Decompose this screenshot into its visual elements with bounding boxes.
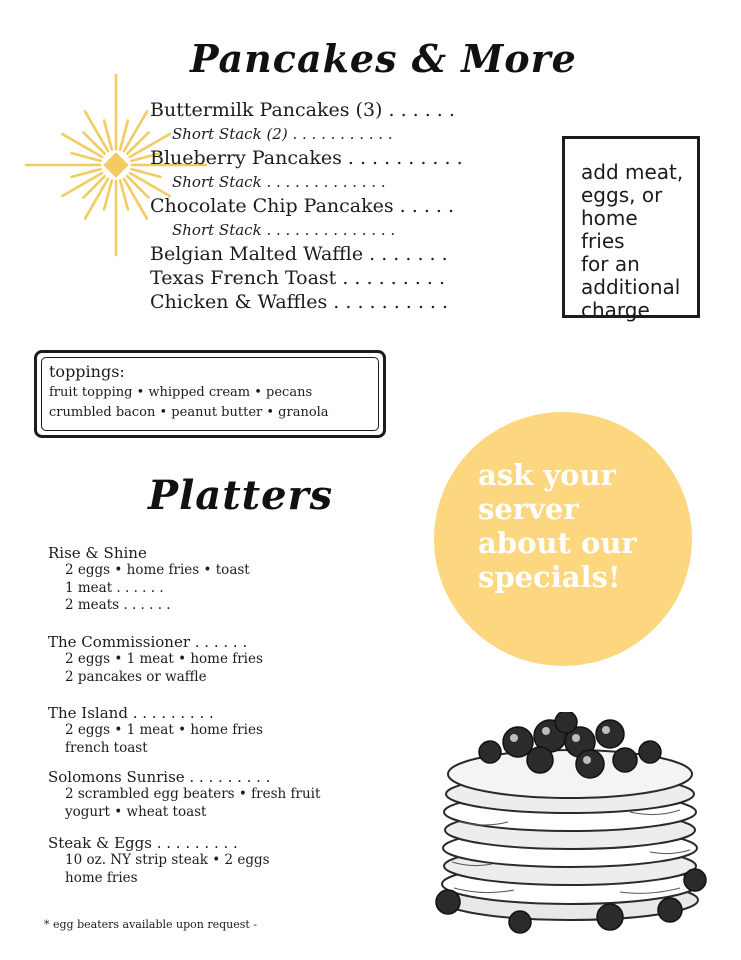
platter-line: 10 oz. NY strip steak • 2 eggs [65, 852, 270, 868]
menu-item: Texas French Toast . . . . . . . . . [150, 267, 446, 289]
addon-line: for an [581, 252, 640, 276]
platters-title: Platters [148, 472, 334, 519]
platter-line: 2 eggs • 1 meat • home fries [65, 722, 263, 738]
platter-line: yogurt • wheat toast [65, 803, 207, 820]
pancake-menu-list [150, 98, 470, 314]
specials-text [478, 458, 678, 594]
footnote: * egg beaters available upon request - [44, 918, 258, 931]
specials-line: about our [478, 526, 637, 560]
specials-line: server [478, 492, 579, 526]
platter-line: 2 pancakes or waffle [65, 668, 207, 685]
specials-line: specials! [478, 560, 621, 594]
addon-line: eggs, or [581, 183, 663, 207]
platter-name: The Commissioner . . . . . . [48, 633, 248, 651]
toppings-box [34, 350, 386, 438]
toppings-line: crumbled bacon • peanut butter • granola [49, 405, 329, 420]
pancake-stack-illustration [430, 712, 720, 942]
platter-commissioner [48, 633, 348, 686]
addon-note-box [562, 136, 700, 322]
platter-name: Rise & Shine [48, 544, 147, 562]
specials-circle [434, 412, 692, 666]
platter-line: 2 scrambled egg beaters • fresh fruit [65, 786, 321, 802]
platter-island [48, 704, 348, 757]
platter-line: home fries [65, 869, 138, 886]
addon-line: add meat, [581, 160, 684, 184]
platter-name: Steak & Eggs . . . . . . . . . [48, 834, 238, 852]
platter-steak-and-eggs [48, 834, 348, 887]
platter-line: 2 meats . . . . . . [65, 597, 171, 613]
menu-subitem: Short Stack . . . . . . . . . . . . . [172, 173, 386, 191]
specials-line: ask your [478, 458, 616, 492]
platter-solomons-sunrise [48, 768, 348, 821]
platter-line: 1 meat . . . . . . [65, 579, 164, 596]
menu-subitem: Short Stack (2) . . . . . . . . . . . [172, 125, 393, 143]
pancakes-title: Pancakes & More [190, 36, 577, 81]
platter-line: french toast [65, 739, 148, 756]
platter-line: 2 eggs • home fries • toast [65, 562, 250, 578]
menu-item: Belgian Malted Waffle . . . . . . . [150, 243, 448, 265]
menu-item: Chocolate Chip Pancakes . . . . . [150, 195, 455, 217]
platter-name: The Island . . . . . . . . . [48, 704, 214, 722]
menu-item: Chicken & Waffles . . . . . . . . . . [150, 291, 449, 313]
addon-line: charge [581, 298, 650, 322]
platter-line: 2 eggs • 1 meat • home fries [65, 651, 263, 667]
addon-line: home fries [581, 206, 638, 253]
platter-name: Solomons Sunrise . . . . . . . . . [48, 768, 271, 786]
menu-item: Buttermilk Pancakes (3) . . . . . . [150, 99, 455, 121]
addon-line: additional [581, 275, 681, 299]
menu-item: Blueberry Pancakes . . . . . . . . . . [150, 147, 463, 169]
toppings-heading: toppings: [49, 362, 125, 381]
platter-rise-and-shine [48, 544, 348, 615]
toppings-line: fruit topping • whipped cream • pecans [49, 385, 313, 400]
menu-subitem: Short Stack . . . . . . . . . . . . . . [172, 221, 396, 239]
